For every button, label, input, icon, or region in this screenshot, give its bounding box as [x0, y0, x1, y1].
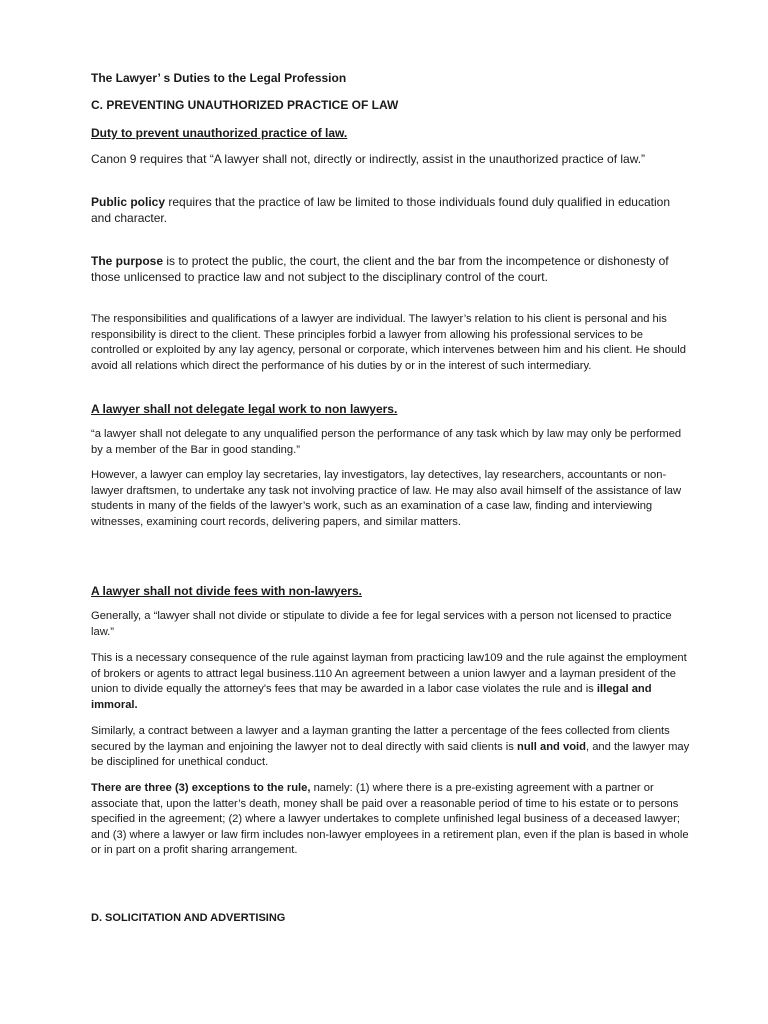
- fees-similarly-text: Similarly, a contract between a lawyer and a layman granting the latter a percentage of the fees collected from clients secured by the layman and enjoining the lawyer not to deal directly with said clients is: [91, 725, 670, 753]
- delegate-heading: A lawyer shall not delegate legal work to non lawyers.: [91, 402, 398, 416]
- section-c-heading: C. PREVENTING UNAUTHORIZED PRACTICE OF LAW: [91, 98, 399, 112]
- purpose-paragraph: [91, 253, 691, 285]
- purpose-text: is to protect the public, the court, the client and the bar from the incompetence or dishonesty of those unlicensed to practice law and not subject to the disciplinary control of the court.: [91, 254, 669, 284]
- fees-consequence-paragraph: [91, 651, 691, 713]
- fees-consequence-text: This is a necessary consequence of the rule against layman from practicing law109 and the rule against the employment of brokers or agents to attract legal business.110 An agreement between a union lawyer and a layman president of the union to divide equally the attorney's fees that may be awarded in a labor case violates the rule and is: [91, 652, 687, 695]
- section-d-heading: D. SOLICITATION AND ADVERTISING: [91, 912, 286, 924]
- duty-subheading: Duty to prevent unauthorized practice of law.: [91, 126, 348, 140]
- illegal-immoral-bold: illegal and immoral.: [91, 683, 652, 711]
- fees-similarly-tail: , and the lawyer may be disciplined for unethical conduct.: [91, 740, 690, 768]
- public-policy-lead: Public policy: [91, 195, 166, 209]
- public-policy-text: requires that the practice of law be limited to those individuals found duly qualified in education and character.: [91, 195, 670, 225]
- exceptions-paragraph: [91, 781, 691, 859]
- responsibilities-paragraph: The responsibilities and qualifications of a lawyer are individual. The lawyer’s relation to his client is personal and his responsibility is direct to the client. These principles forbid a lawyer from allowing his professional services to be controlled or exploited by any lay agency, personal or corporate, which intervenes between him and his client. He should avoid all relations which direct the performance of his duties by or in the interest of such intermediary.: [91, 313, 686, 372]
- canon-9-paragraph: Canon 9 requires that “A lawyer shall not, directly or indirectly, assist in the unauthorized practice of law.”: [91, 152, 646, 166]
- document-title: The Lawyer’ s Duties to the Legal Profession: [91, 71, 347, 85]
- public-policy-paragraph: [91, 194, 691, 226]
- delegate-however-paragraph: However, a lawyer can employ lay secretaries, lay investigators, lay detectives, lay researchers, accountants or non-lawyer draftsmen, to undertake any task not involving practice of law. He may also avail himself of the assistance of law students in many of the fields of the lawyer’s work, such as an examination of a case law, finding and interviewing witnesses, examining court records, delivering papers, and similar matters.: [91, 469, 682, 528]
- fees-heading: A lawyer shall not divide fees with non-lawyers.: [91, 584, 362, 598]
- fees-similarly-paragraph: [91, 724, 691, 771]
- delegate-quote-paragraph: “a lawyer shall not delegate to any unqualified person the performance of any task which by law may only be performed by a member of the Bar in good standing.”: [91, 428, 682, 456]
- null-void-bold: null and void: [516, 740, 586, 753]
- exceptions-lead: There are three (3) exceptions to the rule,: [91, 782, 311, 794]
- purpose-lead: The purpose: [91, 254, 164, 268]
- exceptions-text: namely: (1) where there is a pre-existing agreement with a partner or associate that, upon the latter’s death, money shall be paid over a reasonable period of time to his estate or to persons specified in the agreement; (2) where a lawyer undertakes to complete unfinished legal business of a deceased lawyer; and (3) where a lawyer or law firm includes non-lawyer employees in a retirement plan, even if the plan is based in whole or in part on a profit sharing arrangement.: [91, 782, 689, 856]
- fees-generally-paragraph: Generally, a “lawyer shall not divide or stipulate to divide a fee for legal services with a person not licensed to practice law.”: [91, 610, 672, 638]
